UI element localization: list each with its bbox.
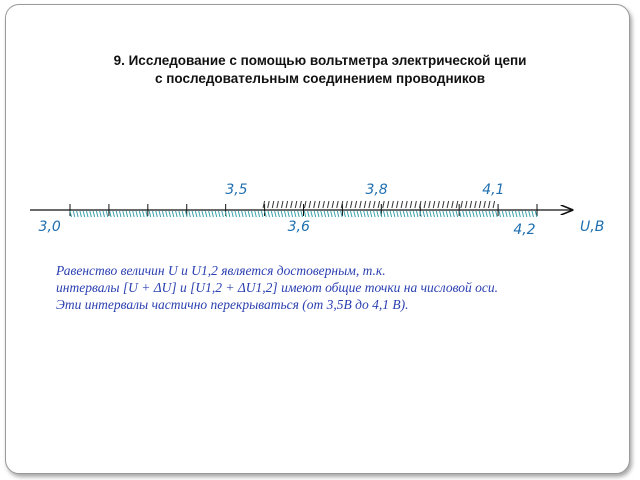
hatch-stroke: [314, 201, 316, 208]
hatch-stroke: [351, 211, 353, 217]
hatch-stroke: [133, 211, 135, 217]
hatch-stroke: [400, 211, 402, 217]
hatch-stroke: [532, 211, 534, 217]
hatch-stroke: [370, 211, 372, 217]
hatch-stroke: [136, 211, 138, 217]
note-line-1: Равенство величин U и U1,2 является достоверным, т.к.: [56, 263, 386, 278]
hatch-stroke: [242, 211, 244, 217]
hatch-stroke: [470, 201, 472, 208]
hatch-stroke: [285, 211, 287, 217]
hatch-stroke: [278, 211, 280, 217]
hatch-stroke: [354, 211, 356, 217]
hatch-stroke: [473, 211, 475, 217]
hatch-stroke: [516, 211, 518, 217]
hatch-stroke: [73, 211, 75, 217]
hatch-stroke: [252, 211, 254, 217]
hatch-stroke: [300, 201, 302, 208]
hatch-stroke: [153, 211, 155, 217]
hatch-stroke: [156, 211, 158, 217]
hatch-stroke: [275, 211, 277, 217]
hatch-stroke: [277, 201, 279, 208]
hatch-stroke: [209, 211, 211, 217]
title-line-2: с последовательным соединением проводников: [154, 71, 486, 86]
hatch-stroke: [318, 201, 320, 208]
hatch-stroke: [529, 211, 531, 217]
hatch-stroke: [123, 211, 125, 217]
hatch-stroke: [446, 211, 448, 217]
hatch-stroke: [248, 211, 250, 217]
hatch-stroke: [424, 201, 426, 208]
hatch-stroke: [139, 211, 141, 217]
hatch-stroke: [393, 211, 395, 217]
hatch-stroke: [364, 211, 366, 217]
hatch-stroke: [450, 211, 452, 217]
hatch-stroke: [378, 201, 380, 208]
hatch-stroke: [377, 211, 379, 217]
hatch-stroke: [384, 211, 386, 217]
hatch-stroke: [308, 211, 310, 217]
hatch-stroke: [235, 211, 237, 217]
hatch-stroke: [129, 211, 131, 217]
hatch-stroke: [410, 211, 412, 217]
label-lower-to: 4,2: [513, 222, 536, 238]
hatch-stroke: [453, 211, 455, 217]
hatch-stroke: [195, 211, 197, 217]
hatch-stroke: [166, 211, 168, 217]
hatch-stroke: [443, 211, 445, 217]
hatch-stroke: [120, 211, 122, 217]
hatch-stroke: [522, 211, 524, 217]
hatch-stroke: [116, 211, 118, 217]
note-line-3: Эти интервалы частично перекрываться (от 3,5В до 4,1 В).: [56, 297, 409, 312]
hatch-stroke: [489, 211, 491, 217]
upper-interval-hatch: [263, 201, 495, 208]
label-extra-top: 3,8: [365, 182, 388, 198]
hatch-stroke: [347, 211, 349, 217]
hatch-stroke: [323, 201, 325, 208]
hatch-stroke: [456, 211, 458, 217]
hatch-stroke: [344, 211, 346, 217]
hatch-stroke: [509, 211, 511, 217]
hatch-stroke: [110, 211, 112, 217]
hatch-stroke: [512, 211, 514, 217]
hatch-stroke: [324, 211, 326, 217]
hatch-stroke: [442, 201, 444, 208]
hatch-stroke: [433, 201, 435, 208]
hatch-stroke: [202, 211, 204, 217]
hatch-stroke: [77, 211, 79, 217]
hatch-stroke: [212, 211, 214, 217]
hatch-stroke: [332, 201, 334, 208]
hatch-stroke: [169, 211, 171, 217]
hatch-stroke: [367, 211, 369, 217]
hatch-stroke: [429, 201, 431, 208]
hatch-stroke: [499, 211, 501, 217]
hatch-stroke: [469, 211, 471, 217]
hatch-stroke: [291, 201, 293, 208]
hatch-stroke: [288, 211, 290, 217]
hatch-stroke: [413, 211, 415, 217]
hatch-stroke: [258, 211, 260, 217]
hatch-stroke: [383, 201, 385, 208]
hatch-stroke: [479, 211, 481, 217]
hatch-stroke: [502, 211, 504, 217]
hatch-stroke: [106, 211, 108, 217]
hatch-stroke: [483, 211, 485, 217]
hatch-stroke: [314, 211, 316, 217]
hatch-stroke: [159, 211, 161, 217]
hatch-stroke: [189, 211, 191, 217]
hatch-stroke: [415, 201, 417, 208]
hatch-stroke: [331, 211, 333, 217]
hatch-stroke: [215, 211, 217, 217]
hatch-stroke: [238, 211, 240, 217]
hatch-stroke: [525, 211, 527, 217]
hatch-stroke: [488, 201, 490, 208]
hatch-stroke: [294, 211, 296, 217]
hatch-stroke: [90, 211, 92, 217]
hatch-stroke: [245, 211, 247, 217]
label-lower-from: 3,0: [38, 219, 61, 235]
hatch-stroke: [506, 211, 508, 217]
hatch-stroke: [321, 211, 323, 217]
hatch-stroke: [430, 211, 432, 217]
hatch-stroke: [346, 201, 348, 208]
hatch-stroke: [309, 201, 311, 208]
hatch-stroke: [295, 201, 297, 208]
hatch-stroke: [219, 211, 221, 217]
hatch-stroke: [426, 211, 428, 217]
hatch-stroke: [357, 211, 359, 217]
axis-label: U,B: [580, 219, 605, 235]
hatch-stroke: [199, 211, 201, 217]
hatch-stroke: [436, 211, 438, 217]
hatch-stroke: [318, 211, 320, 217]
hatch-stroke: [360, 211, 362, 217]
hatch-stroke: [519, 211, 521, 217]
hatch-stroke: [149, 211, 151, 217]
hatch-stroke: [172, 211, 174, 217]
hatch-stroke: [417, 211, 419, 217]
hatch-stroke: [463, 211, 465, 217]
hatch-stroke: [476, 211, 478, 217]
hatch-stroke: [486, 211, 488, 217]
hatch-stroke: [410, 201, 412, 208]
hatch-stroke: [291, 211, 293, 217]
hatch-stroke: [493, 201, 495, 208]
hatch-stroke: [228, 211, 230, 217]
hatch-stroke: [80, 211, 82, 217]
hatch-stroke: [143, 211, 145, 217]
hatch-stroke: [162, 211, 164, 217]
hatch-stroke: [334, 211, 336, 217]
hatch-stroke: [387, 211, 389, 217]
hatch-stroke: [281, 211, 283, 217]
hatch-stroke: [100, 211, 102, 217]
hatch-stroke: [390, 211, 392, 217]
hatch-stroke: [281, 201, 283, 208]
hatch-stroke: [271, 211, 273, 217]
hatch-stroke: [396, 201, 398, 208]
hatch-stroke: [484, 201, 486, 208]
hatch-stroke: [438, 201, 440, 208]
hatch-stroke: [255, 211, 256, 217]
hatch-stroke: [126, 211, 128, 217]
hatch-stroke: [192, 211, 194, 217]
hatch-stroke: [179, 211, 181, 217]
hatch-stroke: [392, 201, 394, 208]
hatch-stroke: [113, 211, 115, 217]
hatch-stroke: [268, 211, 270, 217]
hatch-stroke: [440, 211, 442, 217]
note-line-2: интервалы [U + ΔU] и [U1,2 + ΔU1,2] имеют общие точки на числовой оси.: [56, 280, 498, 295]
hatch-stroke: [272, 201, 274, 208]
title-line-1: 9. Исследование с помощью вольтметра электрической цепи: [113, 53, 527, 68]
hatch-stroke: [447, 201, 449, 208]
hatch-stroke: [373, 201, 375, 208]
hatch-stroke: [146, 211, 148, 217]
hatch-stroke: [465, 201, 467, 208]
hatch-stroke: [298, 211, 300, 217]
hatch-stroke: [286, 201, 288, 208]
hatch-stroke: [87, 211, 89, 217]
hatch-stroke: [387, 201, 389, 208]
hatch-stroke: [268, 201, 270, 208]
hatch-stroke: [261, 211, 263, 217]
explanation-text: [56, 262, 616, 313]
hatch-stroke: [205, 211, 207, 217]
label-upper-from: 3,5: [225, 182, 248, 198]
hatch-stroke: [176, 211, 178, 217]
hatch-stroke: [232, 211, 234, 217]
hatch-stroke: [311, 211, 313, 217]
hatch-stroke: [466, 211, 468, 217]
hatch-stroke: [407, 211, 409, 217]
hatch-stroke: [96, 211, 98, 217]
hatch-stroke: [304, 201, 306, 208]
hatch-stroke: [461, 201, 463, 208]
hatch-stroke: [369, 201, 371, 208]
hatch-stroke: [355, 201, 357, 208]
hatch-stroke: [433, 211, 435, 217]
hatch-stroke: [327, 211, 329, 217]
hatch-stroke: [492, 211, 494, 217]
hatch-stroke: [423, 211, 425, 217]
hatch-stroke: [364, 201, 366, 208]
hatch-stroke: [456, 201, 458, 208]
hatch-stroke: [341, 211, 343, 217]
label-upper-to: 4,1: [482, 182, 505, 198]
hatch-stroke: [350, 201, 352, 208]
hatch-stroke: [397, 211, 399, 217]
hatch-stroke: [360, 201, 362, 208]
hatch-stroke: [103, 211, 105, 217]
hatch-stroke: [496, 211, 498, 217]
hatch-stroke: [304, 211, 306, 217]
hatch-stroke: [222, 211, 224, 217]
hatch-stroke: [337, 211, 339, 217]
hatch-stroke: [182, 211, 184, 217]
hatch-stroke: [327, 201, 329, 208]
hatch-stroke: [83, 211, 85, 217]
hatch-stroke: [337, 201, 339, 208]
hatch-stroke: [406, 201, 408, 208]
hatch-stroke: [301, 211, 303, 217]
hatch-stroke: [374, 211, 376, 217]
hatch-stroke: [93, 211, 95, 217]
hatch-stroke: [479, 201, 481, 208]
hatch-stroke: [452, 201, 454, 208]
hatch-stroke: [403, 211, 405, 217]
label-extra-bottom: 3,6: [287, 219, 310, 235]
hatch-stroke: [475, 201, 477, 208]
hatch-stroke: [401, 201, 403, 208]
